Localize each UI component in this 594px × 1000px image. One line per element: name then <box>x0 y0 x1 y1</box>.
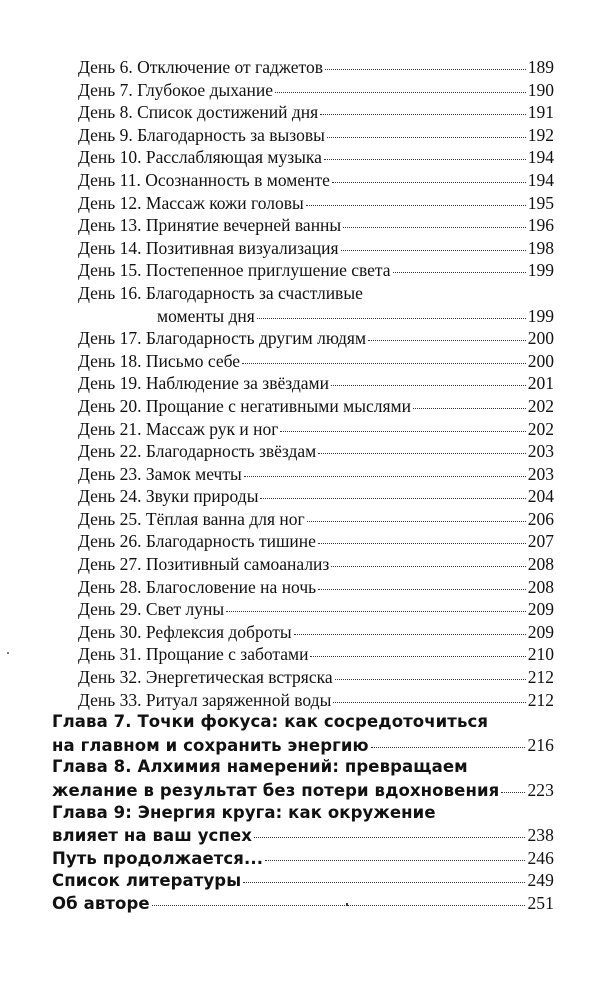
toc-entry-title: День 29. Свет луны <box>78 599 225 620</box>
toc-entry-title: День 16. Благодарность за счастливые <box>78 282 363 303</box>
toc-entry-title: Глава 8. Алхимия намерений: превращаем <box>52 757 468 777</box>
dot-leader <box>333 702 525 703</box>
dot-leader <box>310 656 525 657</box>
toc-entry-title: День 30. Рефлексия доброты <box>78 621 292 642</box>
toc-entry[interactable] <box>0 282 554 305</box>
toc-page-number: 212 <box>527 667 554 688</box>
toc-page-number: 203 <box>527 441 554 462</box>
toc-entry[interactable] <box>0 824 554 847</box>
toc-page-number: 210 <box>527 644 554 665</box>
dot-leader <box>343 227 526 228</box>
dot-leader <box>371 747 526 748</box>
toc-entry-title: День 15. Постепенное приглушение света <box>78 260 391 281</box>
dot-leader <box>325 69 526 70</box>
toc-page-number: 194 <box>527 147 554 168</box>
toc-entry-title: День 12. Массаж кожи головы <box>78 192 304 213</box>
dot-leader <box>413 408 526 409</box>
toc-entry-title: День 20. Прощание с негативными мыслями <box>78 395 411 416</box>
toc-page-number: 249 <box>527 870 554 891</box>
toc-page-number: 189 <box>527 57 554 77</box>
toc-page-number: 200 <box>527 350 554 371</box>
dot-leader <box>275 92 526 93</box>
toc-page-number: 196 <box>527 215 554 236</box>
toc-page-number: 209 <box>527 621 554 642</box>
table-of-contents <box>0 56 594 915</box>
toc-page-number: 201 <box>527 373 554 394</box>
toc-entry-title: День 26. Благодарность тишине <box>78 531 316 552</box>
toc-entry[interactable] <box>0 418 554 441</box>
toc-entry[interactable] <box>0 124 554 147</box>
toc-entry[interactable] <box>0 305 554 328</box>
dot-leader <box>501 792 525 793</box>
toc-entry-title: Список литературы <box>52 871 242 891</box>
toc-entry-title: День 17. Благодарность другим людям <box>78 328 367 349</box>
toc-entry[interactable] <box>0 734 554 757</box>
toc-entry-title: День 18. Письмо себе <box>78 350 241 371</box>
dot-leader <box>327 137 526 138</box>
toc-page-number: 208 <box>527 554 554 575</box>
toc-entry[interactable] <box>0 463 554 486</box>
dot-leader <box>294 634 526 635</box>
toc-page-number: 198 <box>527 237 554 258</box>
toc-page-number: 223 <box>527 780 554 800</box>
toc-page-number: 206 <box>527 508 554 529</box>
toc-entry[interactable] <box>0 56 554 79</box>
toc-page-number: 251 <box>527 892 554 913</box>
toc-entry[interactable] <box>0 146 554 169</box>
toc-entry-title: День 24. Звуки природы <box>78 486 259 507</box>
toc-page-number: 208 <box>527 576 554 597</box>
toc-page-number: 238 <box>527 825 554 846</box>
toc-entry-title: День 10. Расслабляющая музыка <box>78 147 322 168</box>
toc-entry-title: День 19. Наблюдение за звёздами <box>78 373 329 394</box>
toc-entry-title: День 8. Список достижений дня <box>78 102 319 123</box>
toc-entry-title: День 31. Прощание с заботами <box>78 644 309 665</box>
toc-entry[interactable] <box>0 530 554 553</box>
toc-entry[interactable] <box>0 372 554 395</box>
toc-page-number: 191 <box>527 102 554 123</box>
dot-leader <box>244 476 526 477</box>
dot-leader <box>280 431 525 432</box>
toc-entry[interactable] <box>0 237 554 260</box>
toc-entry-title: День 23. Замок мечты <box>78 463 242 484</box>
toc-entry-title: День 22. Благодарность звёздам <box>78 441 317 462</box>
dot-leader <box>335 679 526 680</box>
toc-entry[interactable] <box>0 350 554 373</box>
dot-leader <box>324 159 526 160</box>
dot-leader <box>243 882 525 883</box>
toc-entry[interactable] <box>0 756 554 779</box>
toc-entry-title: желание в результат без потери вдохновения <box>52 781 500 800</box>
toc-entry[interactable] <box>0 508 554 531</box>
toc-page-number: 195 <box>527 192 554 213</box>
toc-entry-title: День 28. Благословение на ночь <box>78 576 317 597</box>
toc-page-number: 190 <box>527 79 554 100</box>
toc-entry[interactable] <box>0 79 554 102</box>
dot-leader <box>242 363 526 364</box>
toc-page-number: 199 <box>527 260 554 281</box>
toc-entry-title: День 7. Глубокое дыхание <box>78 79 274 100</box>
toc-entry[interactable] <box>0 553 554 576</box>
toc-page-number: 202 <box>527 395 554 416</box>
toc-page-number: 209 <box>527 599 554 620</box>
toc-page-number: 194 <box>527 169 554 190</box>
toc-entry-title: День 6. Отключение от гаджетов <box>78 57 323 77</box>
toc-entry-title: День 25. Тёплая ванна для ног <box>78 508 305 529</box>
toc-entry-title: моменты дня <box>157 305 255 326</box>
toc-entry[interactable] <box>0 169 554 192</box>
toc-entry[interactable] <box>0 395 554 418</box>
toc-entry[interactable] <box>0 869 554 892</box>
scan-speck <box>346 903 348 906</box>
toc-entry[interactable] <box>0 598 554 621</box>
toc-entry-title: День 14. Позитивная визуализация <box>78 237 339 258</box>
toc-entry[interactable] <box>0 689 554 712</box>
toc-entry-title: Глава 9: Энергия круга: как окружение <box>52 802 436 822</box>
toc-entry-title: День 27. Позитивный самоанализ <box>78 554 330 575</box>
toc-entry[interactable] <box>0 643 554 666</box>
toc-entry[interactable] <box>0 101 554 124</box>
dot-leader <box>331 385 526 386</box>
dot-leader <box>257 318 526 319</box>
toc-entry[interactable] <box>0 802 554 825</box>
toc-entry[interactable] <box>0 214 554 237</box>
toc-page-number: 192 <box>527 124 554 145</box>
toc-entry-title: Путь продолжается... <box>52 848 264 868</box>
dot-leader <box>332 182 526 183</box>
toc-page-number: 204 <box>527 486 554 507</box>
toc-entry-title: День 32. Энергетическая встряска <box>78 667 333 688</box>
toc-entry[interactable] <box>0 485 554 508</box>
toc-entry[interactable] <box>0 711 554 734</box>
toc-entry[interactable] <box>0 621 554 644</box>
toc-entry-title: День 13. Принятие вечерней ванны <box>78 215 342 236</box>
toc-entry[interactable] <box>0 327 554 350</box>
toc-page-number: 246 <box>527 847 554 868</box>
toc-entry-title: влияет на ваш успех <box>52 826 252 846</box>
toc-page-number: 202 <box>527 418 554 439</box>
toc-entry[interactable] <box>0 192 554 215</box>
toc-entry-title: День 9. Благодарность за вызовы <box>78 124 325 145</box>
toc-entry-title: День 21. Массаж рук и ног <box>78 418 279 439</box>
toc-entry[interactable] <box>0 892 554 915</box>
dot-leader <box>260 498 525 499</box>
toc-entry-title: День 11. Осознанность в моменте <box>78 169 330 190</box>
toc-entry[interactable] <box>0 847 554 870</box>
toc-page-number: 216 <box>527 734 554 755</box>
toc-entry-title: Об авторе <box>52 893 150 913</box>
dot-leader <box>320 114 526 115</box>
toc-entry-title: Глава 7. Точки фокуса: как сосредоточиться <box>52 712 489 732</box>
dot-leader <box>152 905 526 906</box>
toc-entry[interactable] <box>0 666 554 689</box>
toc-page-number: 212 <box>527 689 554 710</box>
dot-leader <box>318 453 526 454</box>
dot-leader <box>306 205 526 206</box>
scan-speck <box>7 652 9 654</box>
dot-leader <box>265 860 525 861</box>
toc-entry-title: на главном и сохранить энергию <box>52 735 369 755</box>
dot-leader <box>254 837 525 838</box>
toc-entry[interactable] <box>0 576 554 599</box>
toc-entry-title: День 33. Ритуал заряженной воды <box>78 689 332 710</box>
dot-leader <box>307 521 526 522</box>
toc-entry[interactable] <box>0 440 554 463</box>
toc-page-number: 199 <box>527 305 554 326</box>
dot-leader <box>318 589 526 590</box>
toc-entry[interactable] <box>0 259 554 282</box>
dot-leader <box>318 543 526 544</box>
dot-leader <box>226 611 526 612</box>
dot-leader <box>393 272 526 273</box>
toc-page-number: 200 <box>527 328 554 349</box>
dot-leader <box>341 250 526 251</box>
dot-leader <box>368 340 526 341</box>
toc-page-number: 207 <box>527 531 554 552</box>
toc-entry[interactable] <box>0 779 554 802</box>
toc-page-number: 203 <box>527 463 554 484</box>
dot-leader <box>331 566 525 567</box>
